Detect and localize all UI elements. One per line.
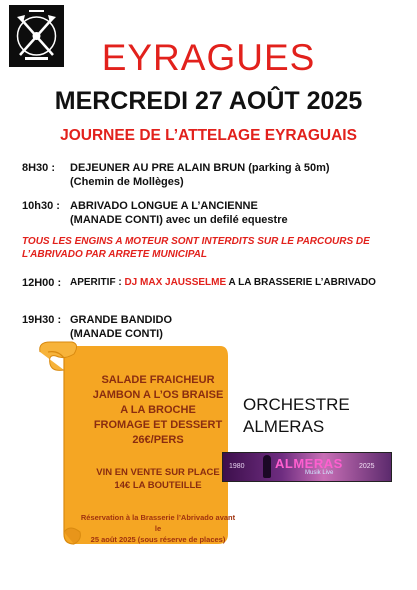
program-time: 12H00 : bbox=[22, 277, 62, 289]
reservation-line: Réservation à la Brasserie l’Abrivado avant le bbox=[80, 513, 236, 533]
notice-line: L’ABRIVADO PAR ARRETE MUNICIPAL bbox=[22, 248, 207, 260]
banner-year-start: 1980 bbox=[229, 463, 245, 470]
program-item-aperitif bbox=[0, 276, 417, 292]
reservation-line: 25 août 2025 (sous réserve de places) bbox=[90, 535, 226, 544]
menu-line: A LA BROCHE bbox=[120, 404, 196, 416]
program-desc: ABRIVADO LONGUE A L’ANCIENNE bbox=[70, 200, 258, 212]
wine-sale bbox=[78, 466, 238, 492]
menu-line: FROMAGE ET DESSERT bbox=[93, 419, 223, 431]
program-time: 8H30 : bbox=[22, 162, 56, 174]
program-desc-detail: (MANADE CONTI) bbox=[70, 328, 163, 340]
orchestra-line: ORCHESTRE bbox=[243, 395, 350, 414]
motor-vehicle-notice bbox=[22, 236, 402, 261]
menu-price: 26€/PERS bbox=[132, 434, 184, 446]
aperitif-venue: A LA BRASSERIE L’ABRIVADO bbox=[226, 277, 376, 288]
reservation-note bbox=[78, 512, 238, 545]
meal-menu bbox=[78, 373, 238, 448]
singer-silhouette-icon bbox=[263, 455, 271, 478]
program-desc: DEJEUNER AU PRE ALAIN BRUN (parking à 50m) bbox=[70, 162, 330, 174]
menu-line: JAMBON A L’OS BRAISE bbox=[92, 389, 224, 401]
banner-name: ALMERAS bbox=[275, 456, 343, 471]
meal-scroll-panel bbox=[34, 338, 236, 548]
town-title: EYRAGUES bbox=[101, 37, 316, 78]
program-desc: GRANDE BANDIDO bbox=[70, 314, 173, 326]
program-item-abrivado bbox=[0, 199, 417, 229]
program-item-breakfast bbox=[0, 161, 417, 191]
event-subtitle: JOURNEE DE L’ATTELAGE EYRAGUAIS bbox=[60, 127, 357, 144]
banner-year-end: 2025 bbox=[359, 463, 375, 470]
wine-price: 14€ LA BOUTEILLE bbox=[114, 480, 202, 491]
dj-name: DJ MAX JAUSSELME bbox=[124, 277, 227, 288]
aperitif-label: APERITIF : bbox=[70, 277, 125, 288]
program-time: 19H30 : bbox=[22, 314, 62, 326]
program-desc-detail: (Chemin de Mollèges) bbox=[70, 176, 184, 188]
event-date: MERCREDI 27 AOÛT 2025 bbox=[54, 87, 363, 115]
notice-line: TOUS LES ENGINS A MOTEUR SONT INTERDITS SUR LE PARCOURS DE bbox=[22, 236, 370, 247]
banner-subtitle: Musik Live bbox=[305, 470, 334, 476]
wine-line: VIN EN VENTE SUR PLACE bbox=[96, 467, 220, 478]
program-desc bbox=[70, 276, 376, 290]
menu-line: SALADE FRAICHEUR bbox=[101, 374, 215, 386]
orchestra-banner bbox=[222, 452, 392, 482]
orchestra-name: ALMERAS bbox=[243, 417, 325, 436]
program-desc-detail: (MANADE CONTI) avec un defilé equestre bbox=[70, 214, 288, 226]
orchestra-label bbox=[243, 394, 350, 438]
program-time: 10h30 : bbox=[22, 200, 60, 212]
